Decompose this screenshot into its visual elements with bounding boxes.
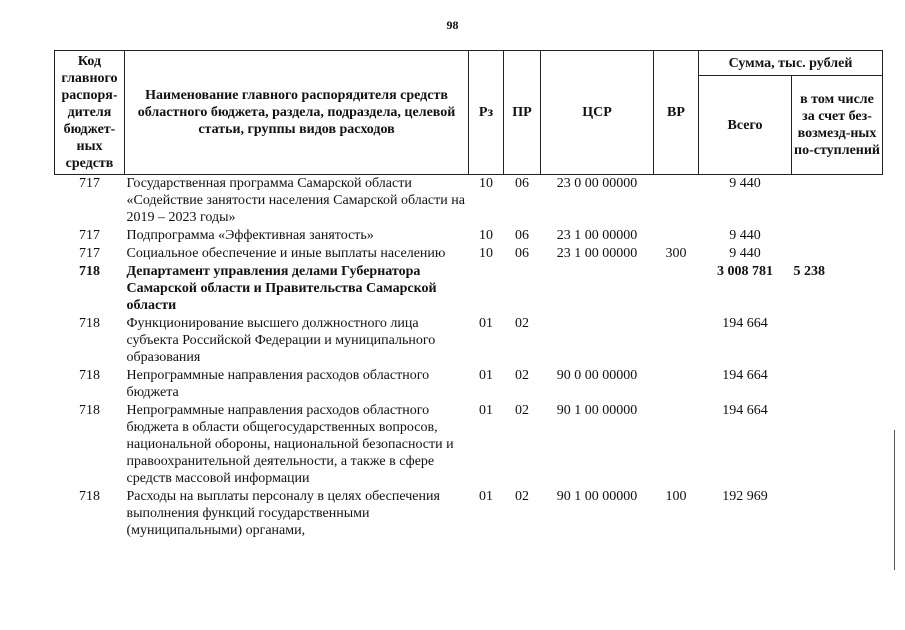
cell-total: 194 664 — [722, 403, 768, 418]
cell-pr: 06 — [515, 228, 529, 243]
cell-name: Государственная программа Самарской области «Содействие занятости населения Самарской области на 2019 – 2023 годы» — [126, 176, 465, 225]
cell-total: 9 440 — [729, 176, 761, 191]
table-row — [55, 402, 883, 488]
cell-pr: 02 — [515, 316, 529, 331]
table-row — [55, 315, 883, 367]
header-total: Всего — [699, 76, 792, 175]
table-row — [55, 367, 883, 402]
cell-code: 718 — [79, 403, 100, 418]
cell-csr: 90 1 00 00000 — [556, 489, 638, 504]
table-row — [55, 175, 883, 228]
cell-code: 717 — [79, 176, 100, 191]
cell-pr: 06 — [515, 246, 529, 261]
cell-total: 192 969 — [722, 489, 768, 504]
cell-total: 9 440 — [729, 246, 761, 261]
cell-total: 3 008 781 — [717, 264, 773, 279]
header-grants: в том числе за счет без-возмезд-ных по-ступлений — [792, 76, 883, 175]
cell-vr — [654, 367, 699, 402]
header-rz: Рз — [469, 51, 504, 175]
cell-csr: 23 1 00 00000 — [556, 228, 638, 243]
cell-total: 194 664 — [722, 368, 768, 383]
cell-rz — [469, 263, 504, 315]
cell-name: Непрограммные направления расходов областного бюджета — [126, 368, 430, 400]
cell-rz: 01 — [479, 489, 493, 504]
cell-grants — [792, 227, 883, 245]
header-amount-group: Сумма, тыс. рублей — [699, 51, 883, 76]
cell-csr: 90 1 00 00000 — [556, 403, 638, 418]
cell-name: Подпрограмма «Эффективная занятость» — [126, 228, 374, 243]
cell-vr — [654, 175, 699, 228]
cell-vr: 100 — [665, 489, 687, 504]
table-row — [55, 227, 883, 245]
cell-rz: 10 — [479, 246, 493, 261]
cell-code: 717 — [79, 228, 100, 243]
cell-vr — [654, 402, 699, 488]
cell-code: 718 — [79, 264, 100, 279]
cell-grants — [792, 402, 883, 488]
cell-pr: 02 — [515, 403, 529, 418]
cell-rz: 10 — [479, 228, 493, 243]
cell-total: 9 440 — [729, 228, 761, 243]
cell-grants — [792, 315, 883, 367]
header-csr: ЦСР — [541, 51, 654, 175]
cell-name: Социальное обеспечение и иные выплаты населению — [126, 246, 446, 261]
cell-grants: 5 238 — [793, 264, 825, 279]
cell-vr — [654, 227, 699, 245]
cell-name: Непрограммные направления расходов областного бюджета в области общегосударственных вопросов, национальной обороны, национальной безопасности и правоохранительной деятельности, а также в сфере средств массовой информации — [126, 403, 454, 486]
cell-csr — [541, 263, 654, 315]
cell-code: 718 — [79, 368, 100, 383]
cell-vr: 300 — [665, 246, 687, 261]
budget-table — [54, 50, 883, 540]
cell-name: Расходы на выплаты персоналу в целях обеспечения выполнения функций государственными (муниципальными) органами, — [126, 489, 440, 538]
cell-csr: 90 0 00 00000 — [556, 368, 638, 383]
cell-code: 717 — [79, 246, 100, 261]
cell-code: 718 — [79, 489, 100, 504]
cell-vr — [654, 263, 699, 315]
cell-name: Функционирование высшего должностного лица субъекта Российской Федерации и муниципального образования — [126, 316, 436, 365]
header-vr: ВР — [654, 51, 699, 175]
cell-rz: 01 — [479, 316, 493, 331]
table-row — [55, 488, 883, 540]
table-row — [55, 245, 883, 263]
cell-rz: 10 — [479, 176, 493, 191]
cell-vr — [654, 315, 699, 367]
cell-rz: 01 — [479, 368, 493, 383]
cell-code: 718 — [79, 316, 100, 331]
cell-csr — [541, 315, 654, 367]
cell-grants — [792, 488, 883, 540]
cell-grants — [792, 175, 883, 228]
cell-csr: 23 1 00 00000 — [556, 246, 638, 261]
cell-pr: 06 — [515, 176, 529, 191]
cell-grants — [792, 245, 883, 263]
header-name: Наименование главного распорядителя средств областного бюджета, раздела, подраздела, целевой статьи, группы видов расходов — [125, 51, 469, 175]
cell-pr: 02 — [515, 368, 529, 383]
cell-csr: 23 0 00 00000 — [556, 176, 638, 191]
cell-pr: 02 — [515, 489, 529, 504]
header-code: Код главного распоря-дителя бюджет-ных средств — [55, 51, 125, 175]
cell-rz: 01 — [479, 403, 493, 418]
header-pr: ПР — [504, 51, 541, 175]
scan-mark — [894, 430, 895, 570]
page-number: 98 — [446, 18, 459, 32]
cell-pr — [504, 263, 541, 315]
table-row — [55, 263, 883, 315]
cell-grants — [792, 367, 883, 402]
cell-name: Департамент управления делами Губернатора Самарской области и Правительства Самарской области — [126, 264, 437, 313]
cell-total: 194 664 — [722, 316, 768, 331]
